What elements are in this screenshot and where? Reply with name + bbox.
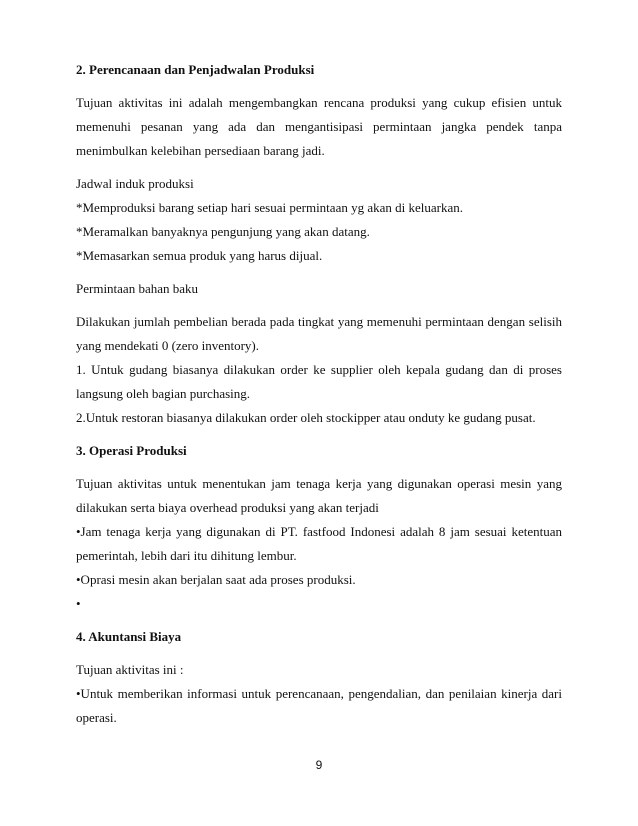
page-content bbox=[76, 58, 562, 739]
permintaan-paragraph: Dilakukan jumlah pembelian berada pada tingkat yang memenuhi permintaan dengan selisih yang mendekati 0 (zero inventory). bbox=[76, 314, 562, 353]
section-3-bullet-3: • bbox=[76, 596, 81, 611]
permintaan-item-2: 2.Untuk restoran biasanya dilakukan order oleh stockipper atau onduty ke gudang pusat. bbox=[76, 410, 536, 425]
section-3-block bbox=[76, 472, 562, 616]
section-4-intro: Tujuan aktivitas ini : bbox=[76, 662, 184, 677]
permintaan-item-1: 1. Untuk gudang biasanya dilakukan order ke supplier oleh kepala gudang dan di proses langsung oleh bagian purchasing. bbox=[76, 362, 562, 401]
section-4-bullet-1: •Untuk memberikan informasi untuk perencanaan, pengendalian, dan penilaian kinerja dari operasi. bbox=[76, 686, 562, 725]
page-number: 9 bbox=[315, 758, 323, 772]
permintaan-title: Permintaan bahan baku bbox=[76, 281, 199, 296]
permintaan-block bbox=[76, 310, 562, 430]
jadwal-item-3: *Memasarkan semua produk yang harus dijual. bbox=[76, 248, 323, 263]
jadwal-induk-title: Jadwal induk produksi bbox=[76, 176, 194, 191]
section-4-heading: 4. Akuntansi Biaya bbox=[76, 629, 182, 644]
section-3-heading: 3. Operasi Produksi bbox=[76, 443, 187, 458]
section-2-heading: 2. Perencanaan dan Penjadwalan Produksi bbox=[76, 62, 315, 77]
jadwal-item-1: *Memproduksi barang setiap hari sesuai permintaan yg akan di keluarkan. bbox=[76, 200, 463, 215]
section-2-paragraph: Tujuan aktivitas ini adalah mengembangkan rencana produksi yang cukup efisien untuk memenuhi pesanan yang ada dan mengantisipasi permintaan jangka pendek tanpa menimbulkan kelebihan persediaan barang jadi. bbox=[76, 95, 562, 158]
section-3-paragraph: Tujuan aktivitas untuk menentukan jam tenaga kerja yang digunakan operasi mesin yang dilakukan serta biaya overhead produksi yang akan terjadi bbox=[76, 476, 562, 515]
section-3-bullet-2: •Oprasi mesin akan berjalan saat ada proses produksi. bbox=[76, 572, 356, 587]
jadwal-item-2: *Meramalkan banyaknya pengunjung yang akan datang. bbox=[76, 224, 370, 239]
section-4-block bbox=[76, 658, 562, 730]
jadwal-induk-block bbox=[76, 172, 562, 268]
section-3-bullet-1: •Jam tenaga kerja yang digunakan di PT. fastfood Indonesi adalah 8 jam sesuai ketentuan pemerintah, lebih dari itu dihitung lembur. bbox=[76, 524, 562, 563]
